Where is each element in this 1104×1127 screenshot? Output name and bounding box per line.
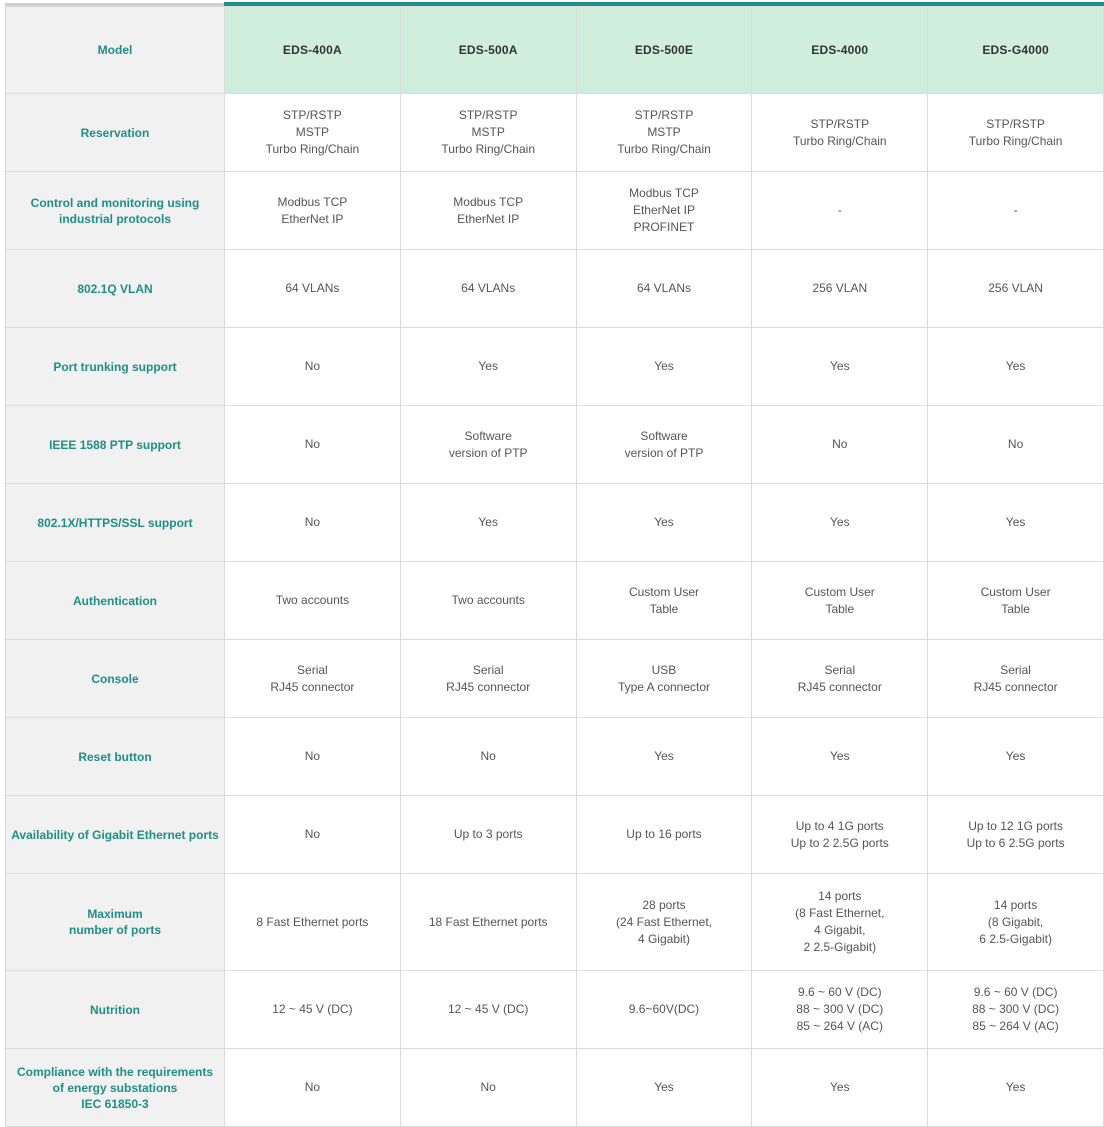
comparison-table bbox=[5, 6, 1104, 1127]
table-cell: STP/RSTP MSTP Turbo Ring/Chain bbox=[576, 94, 752, 172]
table-cell: Yes bbox=[400, 484, 576, 562]
table-cell: Custom User Table bbox=[576, 562, 752, 640]
model-eds-4000: EDS-4000 bbox=[752, 7, 928, 94]
table-cell: Serial RJ45 connector bbox=[928, 640, 1104, 718]
row-label: Nutrition bbox=[6, 971, 225, 1049]
table-cell: 256 VLAN bbox=[928, 250, 1104, 328]
table-cell: 64 VLANs bbox=[400, 250, 576, 328]
table-cell: Yes bbox=[928, 1049, 1104, 1127]
row-port-trunking bbox=[6, 328, 1104, 406]
table-cell: Yes bbox=[400, 328, 576, 406]
table-cell: Serial RJ45 connector bbox=[752, 640, 928, 718]
row-label: Reservation bbox=[6, 94, 225, 172]
row-label: Authentication bbox=[6, 562, 225, 640]
table-cell: Modbus TCP EtherNet IP bbox=[225, 172, 401, 250]
table-cell: No bbox=[225, 1049, 401, 1127]
row-vlan bbox=[6, 250, 1104, 328]
row-label: 802.1X/HTTPS/SSL support bbox=[6, 484, 225, 562]
table-cell: 14 ports (8 Fast Ethernet, 4 Gigabit, 2 2.5-Gigabit) bbox=[752, 874, 928, 971]
table-cell: Up to 4 1G ports Up to 2 2.5G ports bbox=[752, 796, 928, 874]
row-console bbox=[6, 640, 1104, 718]
table-cell: Software version of PTP bbox=[576, 406, 752, 484]
model-eds-500a: EDS-500A bbox=[400, 7, 576, 94]
table-cell: - bbox=[752, 172, 928, 250]
row-label: Console bbox=[6, 640, 225, 718]
table-cell: No bbox=[225, 796, 401, 874]
table-cell: Up to 12 1G ports Up to 6 2.5G ports bbox=[928, 796, 1104, 874]
table-cell: USB Type A connector bbox=[576, 640, 752, 718]
table-cell: 12 ~ 45 V (DC) bbox=[400, 971, 576, 1049]
row-ptp-support bbox=[6, 406, 1104, 484]
table-cell: Yes bbox=[928, 484, 1104, 562]
table-cell: 64 VLANs bbox=[225, 250, 401, 328]
table-cell: Two accounts bbox=[400, 562, 576, 640]
table-cell: Two accounts bbox=[225, 562, 401, 640]
table-cell: No bbox=[400, 1049, 576, 1127]
table-cell: STP/RSTP MSTP Turbo Ring/Chain bbox=[400, 94, 576, 172]
table-cell: No bbox=[225, 484, 401, 562]
table-cell: STP/RSTP MSTP Turbo Ring/Chain bbox=[225, 94, 401, 172]
table-cell: Modbus TCP EtherNet IP PROFINET bbox=[576, 172, 752, 250]
table-cell: 9.6 ~ 60 V (DC) 88 ~ 300 V (DC) 85 ~ 264 V (AC) bbox=[752, 971, 928, 1049]
table-cell: Yes bbox=[576, 1049, 752, 1127]
table-cell: Yes bbox=[576, 484, 752, 562]
row-label: Control and monitoring using industrial protocols bbox=[6, 172, 225, 250]
table-cell: 9.6 ~ 60 V (DC) 88 ~ 300 V (DC) 85 ~ 264 V (AC) bbox=[928, 971, 1104, 1049]
row-label: Port trunking support bbox=[6, 328, 225, 406]
table-cell: Yes bbox=[752, 718, 928, 796]
table-cell: No bbox=[225, 718, 401, 796]
table-cell: 64 VLANs bbox=[576, 250, 752, 328]
table-cell: 18 Fast Ethernet ports bbox=[400, 874, 576, 971]
table-cell: 12 ~ 45 V (DC) bbox=[225, 971, 401, 1049]
row-reset-button bbox=[6, 718, 1104, 796]
row-label: Availability of Gigabit Ethernet ports bbox=[6, 796, 225, 874]
table-cell: 14 ports (8 Gigabit, 6 2.5-Gigabit) bbox=[928, 874, 1104, 971]
table-cell: No bbox=[225, 406, 401, 484]
row-label: Compliance with the requirements of energy substations IEC 61850-3 bbox=[6, 1049, 225, 1127]
table-cell: No bbox=[225, 328, 401, 406]
table-cell: Serial RJ45 connector bbox=[400, 640, 576, 718]
table-cell: Software version of PTP bbox=[400, 406, 576, 484]
table-cell: - bbox=[928, 172, 1104, 250]
table-cell: No bbox=[928, 406, 1104, 484]
table-cell: Yes bbox=[752, 1049, 928, 1127]
row-reservation bbox=[6, 94, 1104, 172]
table-cell: Yes bbox=[576, 718, 752, 796]
row-gigabit-ports bbox=[6, 796, 1104, 874]
table-cell: No bbox=[752, 406, 928, 484]
table-cell: 28 ports (24 Fast Ethernet, 4 Gigabit) bbox=[576, 874, 752, 971]
row-https-ssl bbox=[6, 484, 1104, 562]
table-cell: Yes bbox=[576, 328, 752, 406]
table-cell: Custom User Table bbox=[928, 562, 1104, 640]
table-cell: 256 VLAN bbox=[752, 250, 928, 328]
row-label: Maximum number of ports bbox=[6, 874, 225, 971]
table-cell: STP/RSTP Turbo Ring/Chain bbox=[928, 94, 1104, 172]
model-eds-400a: EDS-400A bbox=[225, 7, 401, 94]
model-eds-500e: EDS-500E bbox=[576, 7, 752, 94]
row-nutrition bbox=[6, 971, 1104, 1049]
row-industrial-protocols bbox=[6, 172, 1104, 250]
row-label: IEEE 1588 PTP support bbox=[6, 406, 225, 484]
table-cell: 8 Fast Ethernet ports bbox=[225, 874, 401, 971]
row-max-ports bbox=[6, 874, 1104, 971]
table-cell: Yes bbox=[752, 484, 928, 562]
row-authentication bbox=[6, 562, 1104, 640]
table-cell: Yes bbox=[928, 718, 1104, 796]
row-iec-61850-compliance bbox=[6, 1049, 1104, 1127]
table-cell: Up to 16 ports bbox=[576, 796, 752, 874]
table-cell: Modbus TCP EtherNet IP bbox=[400, 172, 576, 250]
table-cell: STP/RSTP Turbo Ring/Chain bbox=[752, 94, 928, 172]
model-column-label: Model bbox=[6, 7, 225, 94]
table-cell: Up to 3 ports bbox=[400, 796, 576, 874]
table-cell: Yes bbox=[928, 328, 1104, 406]
table-header-row bbox=[6, 7, 1104, 94]
table-cell: Yes bbox=[752, 328, 928, 406]
table-cell: Serial RJ45 connector bbox=[225, 640, 401, 718]
row-label: Reset button bbox=[6, 718, 225, 796]
row-label: 802.1Q VLAN bbox=[6, 250, 225, 328]
table-cell: Custom User Table bbox=[752, 562, 928, 640]
table-cell: No bbox=[400, 718, 576, 796]
model-eds-g4000: EDS-G4000 bbox=[928, 7, 1104, 94]
table-cell: 9.6~60V(DC) bbox=[576, 971, 752, 1049]
